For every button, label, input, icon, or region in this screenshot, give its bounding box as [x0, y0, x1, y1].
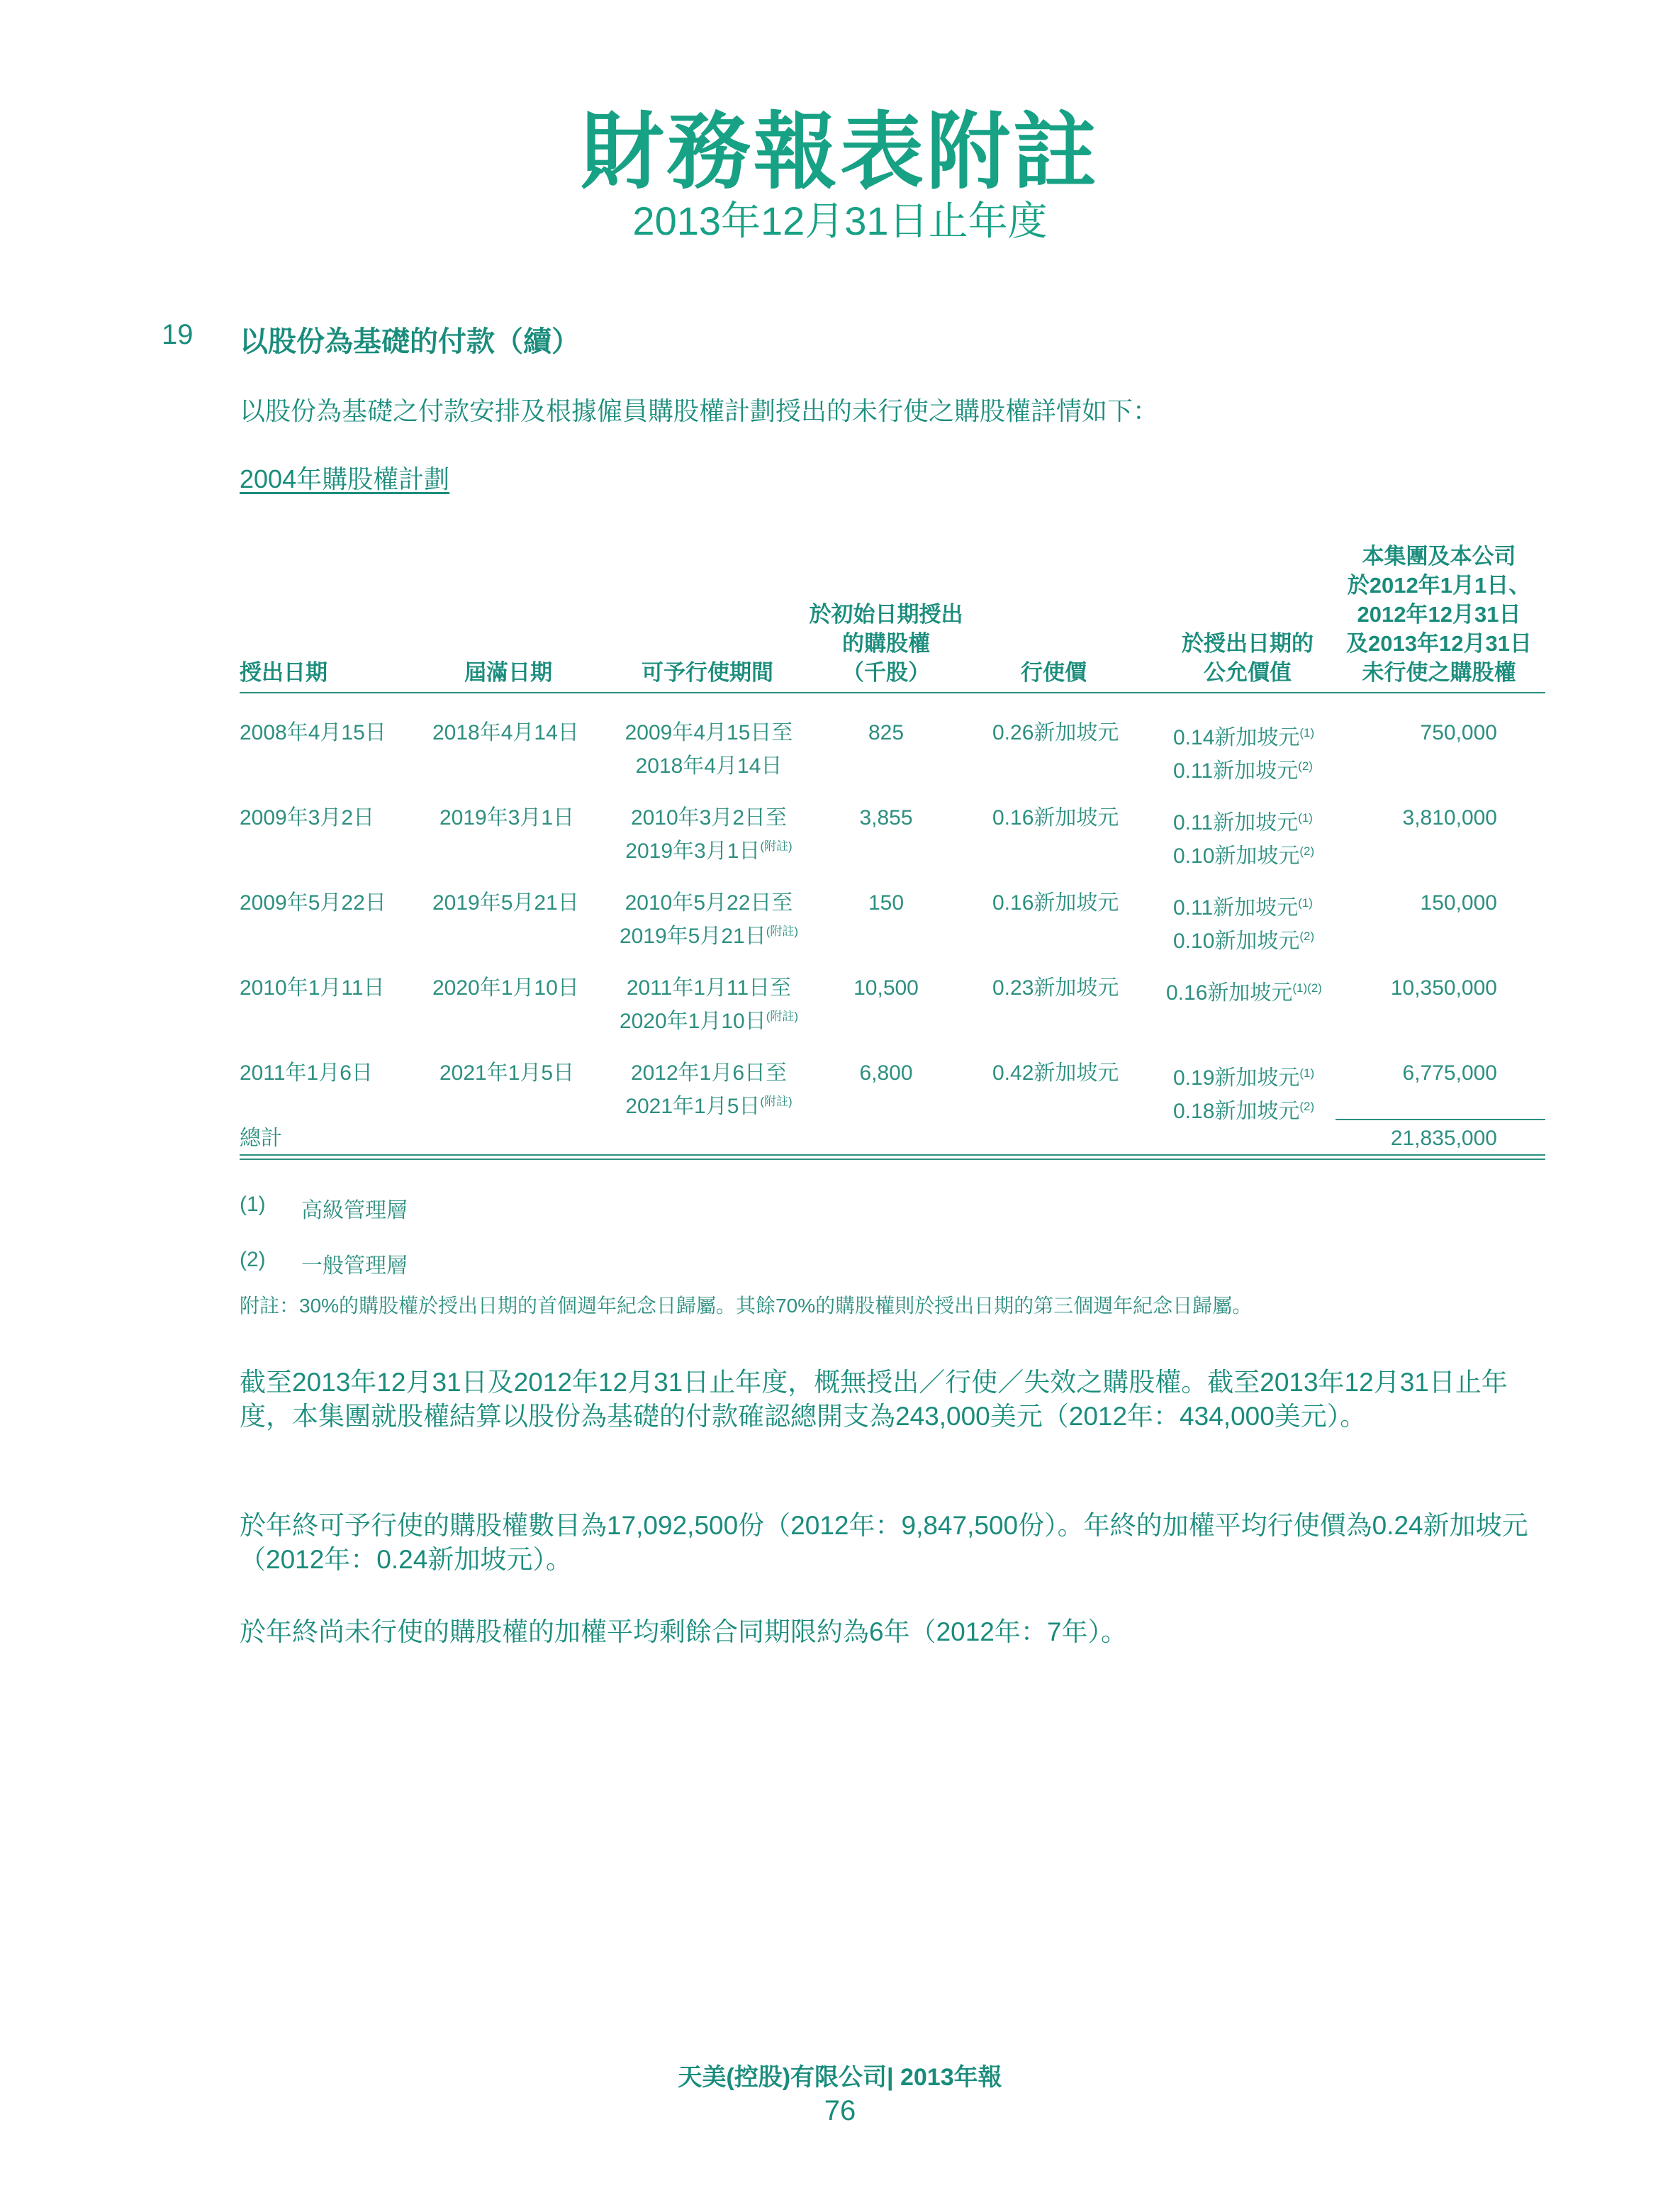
cell-options-granted: 825: [868, 721, 905, 744]
cell-grant-date: 2008年4月15日: [240, 721, 386, 744]
cell-grant-date: 2009年3月2日: [240, 806, 375, 830]
total-rule-bottom: [240, 1159, 1545, 1160]
note-2-text: 一般管理層: [301, 1254, 408, 1278]
cell-exercise-price: 0.23新加坡元: [992, 976, 1119, 1000]
cell-fair-value: 0.11新加坡元$^{(1)}$ 0.10新加坡元$^{(2)}$: [1173, 811, 1315, 868]
cell-exercise-period: 2010年3月2日至 2019年3月1日$^{(附註)}$: [625, 806, 793, 863]
paragraph-remaining-life: 於年終尚未行使的購股權的加權平均剩餘合同期限約為6年（2012年：7年）。: [240, 1617, 1127, 1646]
page-number: 76: [824, 2095, 856, 2126]
cell-fair-value: 0.16新加坡元$^{(1)(2)}$: [1166, 981, 1322, 1005]
cell-exercise-period: 2012年1月6日至 2021年1月5日$^{(附註)}$: [625, 1061, 793, 1118]
header-fair-value: 於授出日期的 公允價值: [1182, 631, 1314, 685]
cell-exercise-price: 0.26新加坡元: [992, 721, 1119, 744]
section-title: 以股份為基礎的付款（續）: [240, 326, 580, 357]
cell-options-granted: 10,500: [853, 976, 919, 1000]
header-exercise-period: 可予行使期間: [642, 660, 773, 685]
cell-outstanding: 750,000: [1420, 721, 1497, 744]
cell-exercise-period: 2011年1月11日至 2020年1月10日$^{(附註)}$: [619, 976, 799, 1033]
section-number: 19: [162, 319, 194, 350]
cell-expiry-date: 2021年1月5日: [439, 1061, 575, 1085]
paragraph-expense: 截至2013年12月31日及2012年12月31日止年度，概無授出／行使／失效之購股權。截至2013年12月31日止年度，本集團就股權結算以股份為基礎的付款確認總開支為243,000美元（2012年：434,000美元）。: [240, 1368, 1508, 1431]
plan-title: 2004年購股權計劃: [240, 464, 450, 493]
cell-options-granted: 150: [868, 891, 905, 915]
cell-exercise-price: 0.16新加坡元: [992, 806, 1119, 830]
cell-options-granted: 6,800: [859, 1061, 913, 1085]
cell-expiry-date: 2018年4月14日: [432, 721, 579, 744]
total-value: 21,835,000: [1390, 1127, 1497, 1150]
page-subtitle: 2013年12月31日止年度: [632, 199, 1048, 243]
paragraph-exercisable: 於年終可予行使的購股權數目為17,092,500份（2012年：9,847,500份）。年終的加權平均行使價為0.24新加坡元（2012年：0.24新加坡元）。: [240, 1511, 1528, 1574]
header-expiry-date: 屆滿日期: [464, 660, 552, 685]
header-options-granted: 於初始日期授出 的購股權 （千股）: [809, 602, 963, 685]
note-2-number: (2): [240, 1248, 266, 1271]
header-rule: [240, 692, 1545, 693]
cell-fair-value: 0.14新加坡元$^{(1)}$ 0.11新加坡元$^{(2)}$: [1173, 726, 1315, 783]
total-label: 總計: [240, 1127, 282, 1150]
section-intro: 以股份為基礎之付款安排及根據僱員購股權計劃授出的未行使之購股權詳情如下：: [240, 396, 1159, 425]
header-grant-date: 授出日期: [240, 660, 327, 685]
cell-fair-value: 0.19新加坡元$^{(1)}$ 0.18新加坡元$^{(2)}$: [1173, 1066, 1315, 1123]
vesting-note: 附註：30%的購股權於授出日期的首個週年紀念日歸屬。其餘70%的購股權則於授出日期的第三個週年紀念日歸屬。: [240, 1295, 1253, 1317]
note-1-text: 高級管理層: [301, 1199, 408, 1222]
cell-exercise-period: 2010年5月22日至 2019年5月21日$^{(附註)}$: [619, 891, 799, 948]
cell-grant-date: 2011年1月6日: [240, 1061, 373, 1085]
page-title: 財務報表附註: [580, 106, 1099, 199]
cell-outstanding: 150,000: [1420, 891, 1497, 915]
cell-outstanding: 3,810,000: [1402, 806, 1497, 830]
subtotal-rule: [1335, 1119, 1545, 1120]
cell-expiry-date: 2020年1月10日: [432, 976, 579, 1000]
cell-exercise-price: 0.16新加坡元: [992, 891, 1119, 915]
cell-exercise-price: 0.42新加坡元: [992, 1061, 1119, 1085]
cell-fair-value: 0.11新加坡元$^{(1)}$ 0.10新加坡元$^{(2)}$: [1173, 896, 1315, 953]
cell-options-granted: 3,855: [859, 806, 913, 830]
cell-outstanding: 6,775,000: [1402, 1061, 1497, 1085]
header-outstanding: 本集團及本公司 於2012年1月1日、 2012年12月31日 及2013年12月31日 未行使之購股權: [1346, 544, 1532, 685]
cell-outstanding: 10,350,000: [1390, 976, 1497, 1000]
cell-expiry-date: 2019年5月21日: [432, 891, 579, 915]
cell-grant-date: 2010年1月11日: [240, 976, 385, 1000]
footer-company: 天美(控股)有限公司| 2013年報: [678, 2064, 1002, 2091]
cell-grant-date: 2009年5月22日: [240, 891, 386, 915]
total-rule-top: [240, 1154, 1545, 1156]
header-exercise-price: 行使價: [1021, 660, 1087, 685]
cell-exercise-period: 2009年4月15日至 2018年4月14日: [625, 721, 793, 778]
note-1-number: (1): [240, 1193, 266, 1216]
cell-expiry-date: 2019年3月1日: [439, 806, 575, 830]
